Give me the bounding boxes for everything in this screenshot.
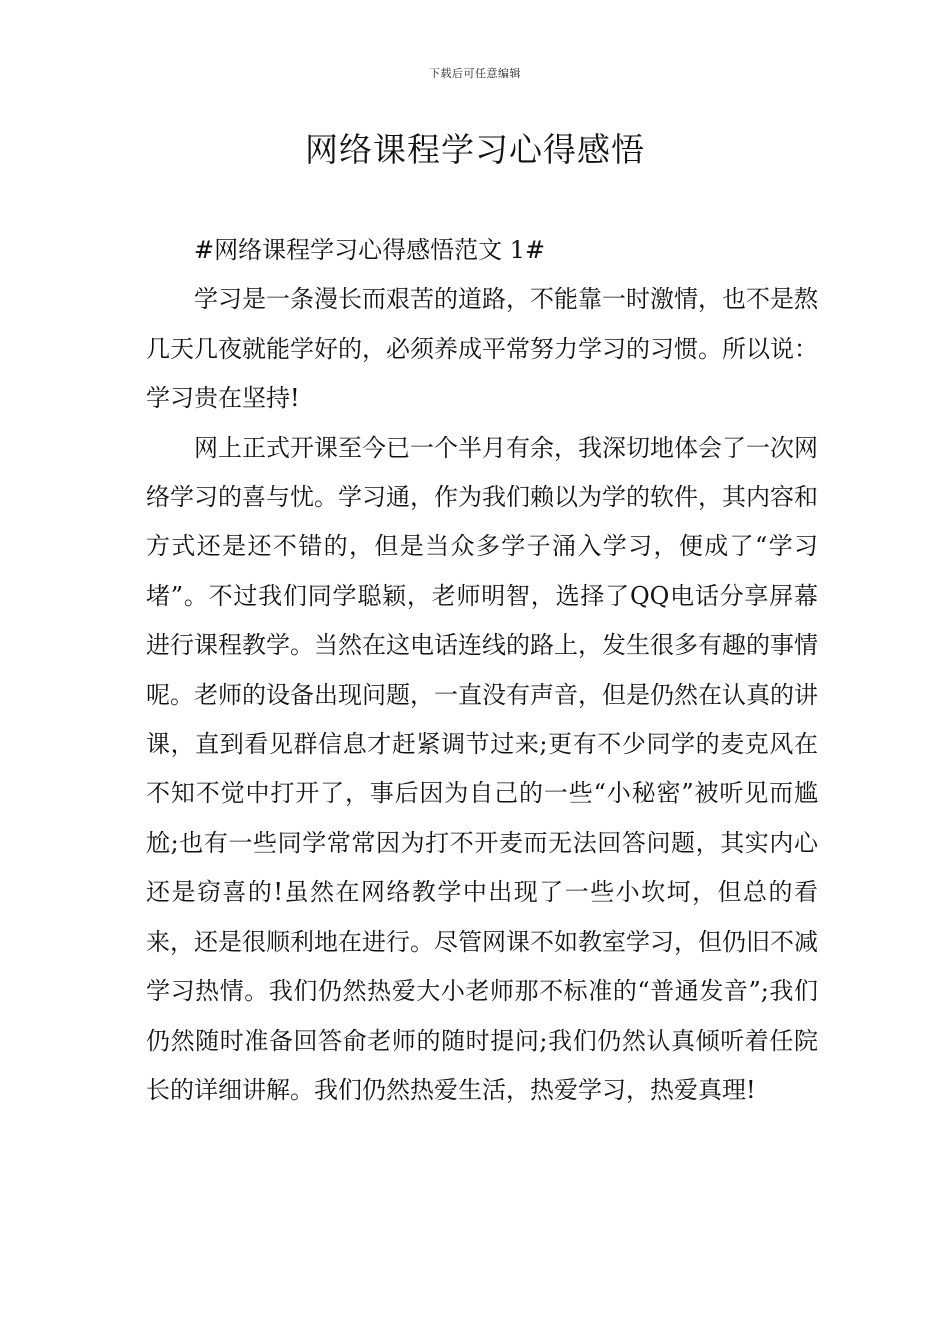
document-body [146,226,818,1115]
header-note: 下载后可任意编辑 [429,67,521,80]
paragraph-1: 学习是一条漫长而艰苦的道路，不能靠一时激情，也不是熬几天几夜就能学好的，必须养成平常努力学习的习惯。所以说：学习贵在坚持! [146,285,818,413]
document-title: 网络课程学习心得感悟 [305,130,645,169]
paragraph-2: 网上正式开课至今已一个半月有余，我深切地体会了一次网络学习的喜与忧。学习通，作为我们赖以为学的软件，其内容和方式还是还不错的，但是当众多学子涌入学习，便成了“学习堵”。不过我们同学聪颖，老师明智，选择了QQ电话分享屏幕进行课程教学。当然在这电话连线的路上，发生很多有趣的事情呢。老师的设备出现问题，一直没有声音，但是仍然在认真的讲课，直到看见群信息才赶紧调节过来;更有不少同学的麦克风在不知不觉中打开了，事后因为自己的一些“小秘密”被听见而尴尬;也有一些同学常常因为打不开麦而无法回答问题，其实内心还是窃喜的!虽然在网络教学中出现了一些小坎坷，但总的看来，还是很顺利地在进行。尽管网课不如教室学习，但仍旧不减学习热情。我们仍然热爱大小老师那不标准的“普通发音”;我们仍然随时准备回答俞老师的随时提问;我们仍然认真倾听着任院长的详细讲解。我们仍然热爱生活，热爱学习，热爱真理! [146,433,818,1104]
section-heading: #网络课程学习心得感悟范文 1# [194,236,546,264]
